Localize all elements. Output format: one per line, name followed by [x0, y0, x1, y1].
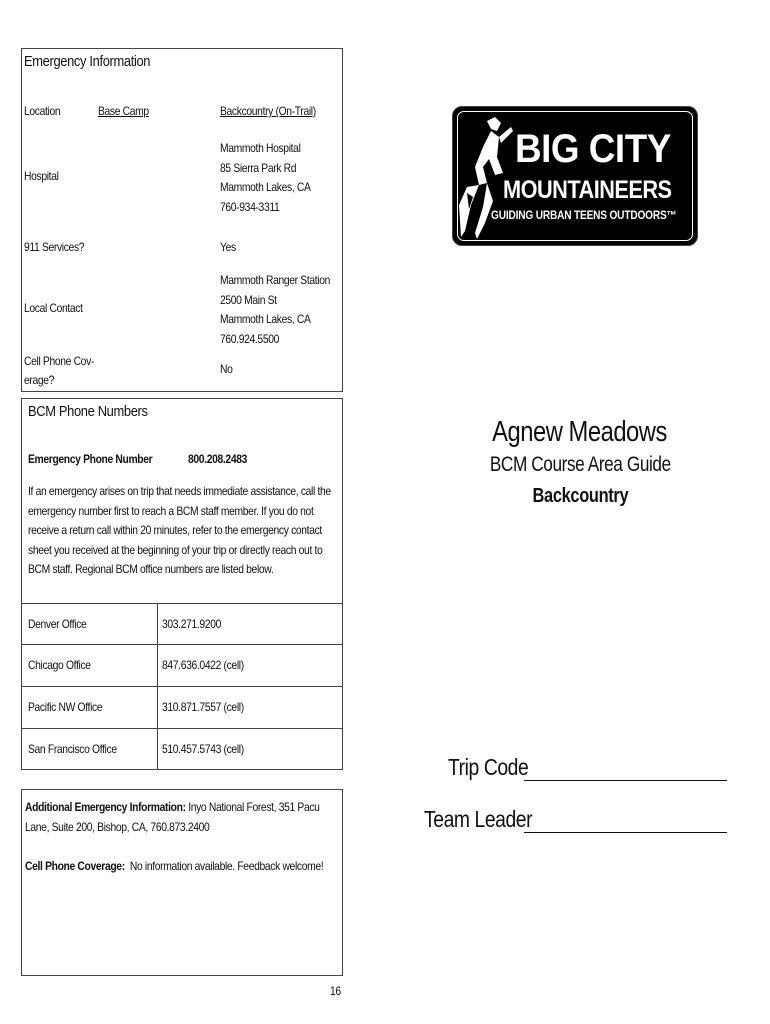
cell-coverage-line [25, 859, 323, 873]
additional-info-box [21, 789, 343, 976]
guide-subtitle [455, 453, 705, 477]
trip-code-field[interactable] [524, 760, 727, 781]
paragraph-line: If an emergency arises on trip that needs immediate assistance, call the [28, 484, 331, 498]
guide-subtitle-text: BCM Course Area Guide [489, 453, 671, 476]
hospital-line: Mammoth Hospital [220, 141, 301, 155]
team-leader-field[interactable] [524, 812, 727, 833]
logo-line-1: BIG CITY [515, 127, 671, 171]
location-label: Location [24, 104, 61, 118]
additional-info-text: Inyo National Forest, 351 Pacu [185, 800, 320, 814]
local-contact-line: Mammoth Lakes, CA [220, 312, 311, 326]
local-contact-label: Local Contact [24, 301, 83, 315]
trip-code-label: Trip Code [448, 754, 529, 780]
paragraph-line: receive a return call within 20 minutes, refer to the emergency contact [28, 523, 322, 537]
local-contact-address [220, 271, 330, 349]
logo-line-3: GUIDING URBAN TEENS OUTDOORS™ [491, 210, 677, 222]
office-phone: 510.457.5743 (cell) [162, 742, 244, 756]
emergency-phone-number: 800.208.2483 [188, 452, 248, 466]
bcm-phone-box [21, 398, 343, 770]
services-label: 911 Services? [24, 240, 85, 254]
cell-coverage-value: No [220, 362, 233, 376]
hospital-label: Hospital [24, 169, 59, 183]
additional-info-label: Additional Emergency Information: [25, 800, 186, 814]
guide-title [455, 416, 705, 449]
paragraph-line: sheet you received at the beginning of your trip or directly reach out to [28, 542, 323, 557]
local-contact-line: 2500 Main St [220, 292, 277, 307]
guide-type [455, 485, 705, 508]
cell-label-line: Cell Phone Cov- [24, 354, 94, 368]
office-name: Denver Office [28, 617, 87, 631]
office-name: San Francisco Office [28, 742, 117, 756]
bcm-phone-heading: BCM Phone Numbers [28, 403, 148, 420]
cell-coverage-text: No information available. Feedback welcome! [124, 859, 324, 873]
office-name: Pacific NW Office [28, 700, 103, 714]
local-contact-line: Mammoth Ranger Station [220, 273, 331, 287]
paragraph-line: BCM staff. Regional BCM office numbers are listed below. [28, 562, 274, 576]
cell-coverage-label: Cell Phone Coverage: [25, 859, 125, 873]
table-divider [22, 603, 342, 604]
table-column-divider [157, 603, 158, 769]
cell-coverage-label [24, 352, 94, 390]
emergency-info-box [21, 48, 343, 392]
hospital-line: 760-934-3311 [220, 199, 280, 214]
emergency-paragraph [28, 482, 331, 580]
emergency-phone-label: Emergency Phone Number [28, 452, 153, 466]
page-number: 16 [330, 984, 341, 998]
hospital-line: 85 Sierra Park Rd [220, 160, 297, 175]
cell-label-line: erage? [24, 373, 55, 387]
bcm-logo [452, 106, 698, 246]
table-divider [22, 686, 342, 687]
additional-info-line2: Lane, Suite 200, Bishop, CA, 760.873.2400 [25, 820, 210, 834]
office-name: Chicago Office [28, 658, 91, 672]
guide-type-text: Backcountry [532, 485, 628, 507]
emergency-info-heading: Emergency Information [24, 53, 151, 70]
logo-line-2: MOUNTAINEERS [503, 176, 672, 204]
hospital-line: Mammoth Lakes, CA [220, 180, 311, 194]
additional-info-line1 [25, 800, 320, 814]
base-camp-label: Base Camp [98, 104, 149, 118]
table-divider [22, 728, 342, 729]
office-phone: 310.871.7557 (cell) [162, 700, 244, 714]
backcountry-label: Backcountry (On-Trail) [220, 104, 316, 118]
guide-title-text: Agnew Meadows [492, 416, 668, 448]
office-phone: 847.636.0422 (cell) [162, 658, 244, 672]
office-phone: 303.271.9200 [162, 617, 222, 631]
paragraph-line: emergency number first to reach a BCM staff member. If you do not [28, 503, 314, 518]
hospital-address [220, 139, 311, 217]
services-value: Yes [220, 240, 236, 254]
table-divider [22, 644, 342, 645]
team-leader-label: Team Leader [424, 806, 533, 832]
local-contact-line: 760.924.5500 [220, 331, 280, 346]
